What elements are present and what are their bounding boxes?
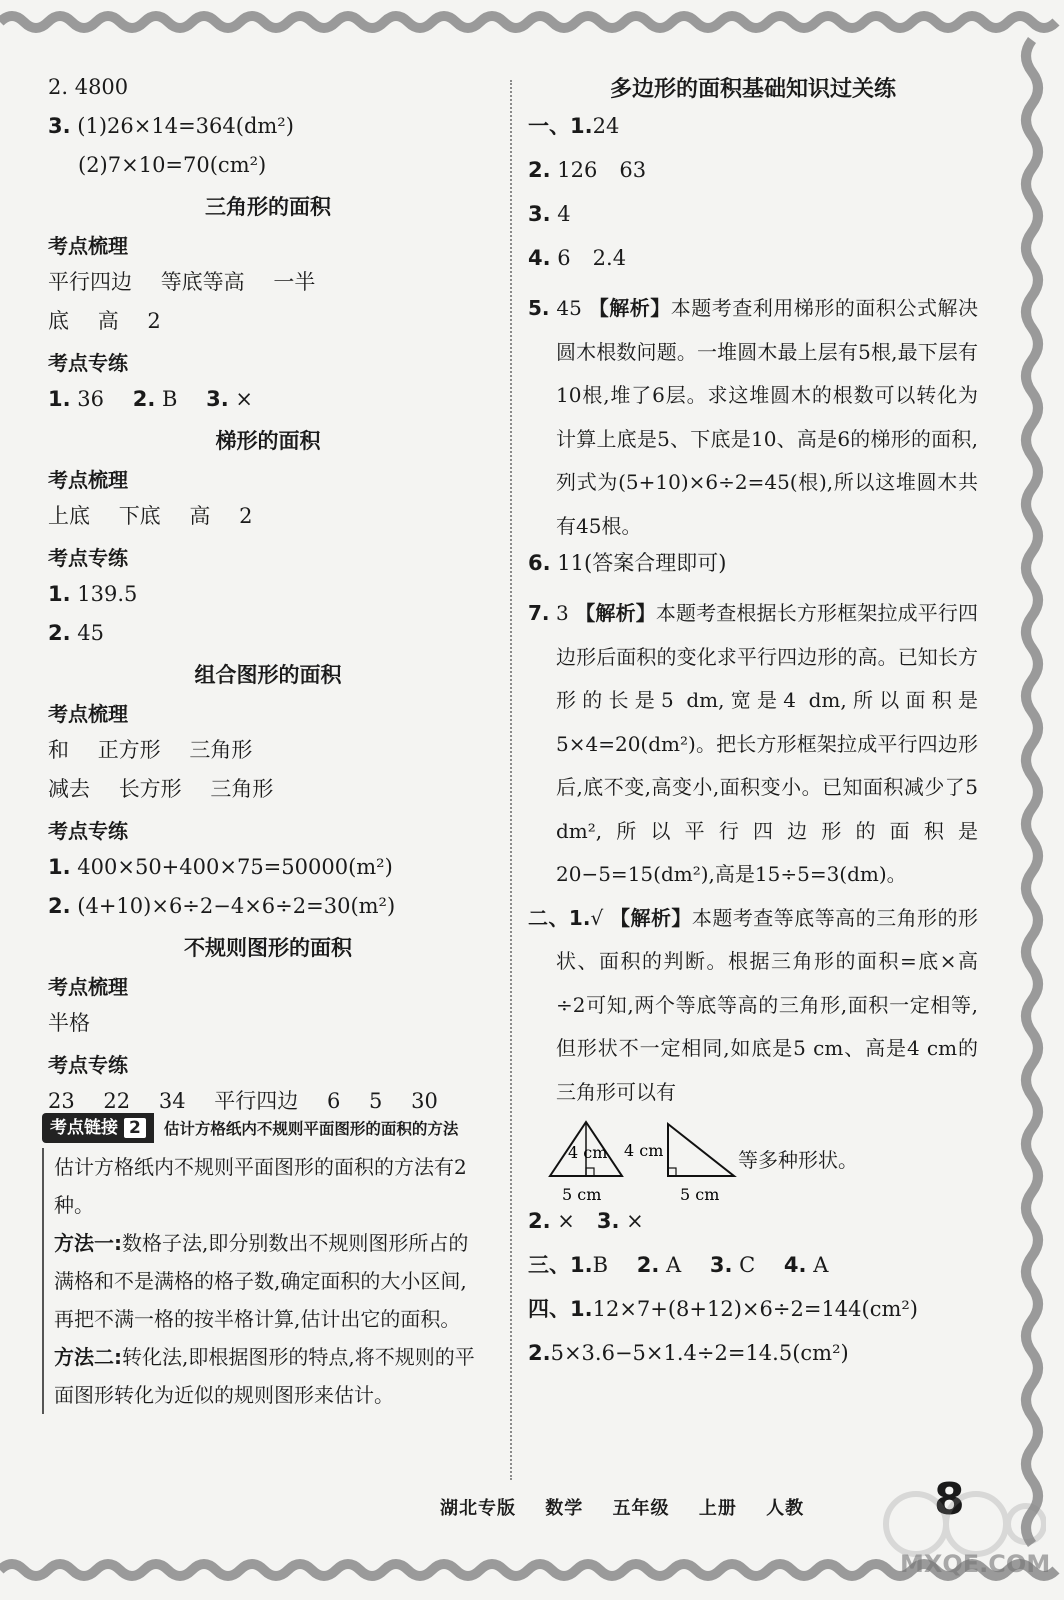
answer-line — [48, 501, 488, 540]
page-number: 8 — [934, 1474, 965, 1525]
answer-text: (4+10)×6÷2−4×6÷2=30(m²) — [77, 894, 396, 918]
answer-line — [528, 1294, 978, 1338]
fill-blank: 上底 — [48, 504, 90, 528]
question-number: 5. — [528, 296, 550, 320]
method-text: 转化法,即根据图形的特点,将不规则的平面图形转化为近似的规则图形来估计。 — [54, 1345, 475, 1407]
answer-line — [528, 111, 978, 155]
page-footer — [440, 1494, 826, 1520]
question-number: 7. — [528, 601, 550, 625]
question-number: 3. — [596, 1209, 620, 1233]
answer-text: × — [235, 387, 253, 411]
section-heading-triangle: 三角形的面积 — [205, 195, 331, 219]
fill-blank: 6 — [326, 1089, 341, 1113]
section-heading-combined: 组合图形的面积 — [194, 663, 342, 687]
answer-line — [528, 155, 978, 199]
subheading-review: 考点梳理 — [48, 975, 128, 999]
fill-blank: 34 — [158, 1089, 186, 1113]
answer-line — [48, 735, 488, 774]
answer-text: 126 — [557, 158, 598, 182]
answer-text: × — [626, 1209, 644, 1233]
fill-blank: 等底等高 — [160, 270, 245, 294]
fill-blank: 高 — [97, 309, 119, 333]
watermark-text: MXQE.COM — [900, 1550, 1051, 1578]
fill-blank: 半格 — [48, 1011, 90, 1035]
question-number: 3. — [206, 387, 229, 411]
question-number: 2. — [528, 158, 551, 182]
right-column — [528, 72, 978, 1382]
footer-term: 上册 — [698, 1498, 737, 1519]
analysis-q5 — [528, 287, 978, 548]
fill-blank: 2 — [239, 504, 253, 528]
answer-line — [48, 1008, 488, 1047]
answer-text: 400×50+400×75=50000(m²) — [77, 855, 393, 879]
answer-line — [528, 1206, 978, 1250]
analysis-q2-1 — [528, 897, 978, 1115]
answer-line — [48, 72, 488, 111]
subheading-practice: 考点专练 — [48, 351, 128, 375]
fill-blank: 平行四边 — [48, 270, 132, 294]
knowledge-link-title: 估计方格纸内不规则平面图形的面积的方法 — [163, 1120, 459, 1138]
analysis-text: 本题考查根据长方形框架拉成平行四边形后面积的变化求平行四边形的高。已知长方形的长是5 dm,宽是4 dm,所以面积是5×4=20(dm²)。把长方形框架拉成平行四边形后,底不变,高变小,面积变小。已知面积减少了5 dm²,所以平行四边形的面积是20−5=15(dm²),高是15÷5=3(dm)。 — [556, 601, 979, 886]
left-column — [48, 72, 488, 1125]
base-label-2: 5 cm — [680, 1185, 720, 1204]
answer-line — [48, 111, 488, 150]
fill-blank: 正方形 — [97, 738, 161, 762]
answer-text: B — [161, 387, 178, 411]
question-number: 4. — [528, 246, 551, 270]
height-label-2: 4 cm — [624, 1141, 664, 1160]
base-label-1: 5 cm — [562, 1185, 602, 1204]
fill-blank: 底 — [48, 309, 69, 333]
answer-text: 24 — [592, 114, 620, 138]
fill-blank: 23 — [48, 1089, 75, 1113]
question-number: 1. — [48, 387, 71, 411]
answer-line — [528, 1250, 978, 1294]
analysis-text: 本题考查利用梯形的面积公式解决圆木根数问题。一堆圆木最上层有5根,最下层有10根,堆了6层。求这堆圆木的根数可以转化为计算上底是5、下底是10、高是6的梯形的面积,列式为(5+10)×6÷2=45(根),所以这堆圆木共有45根。 — [556, 296, 978, 538]
method-label: 方法一: — [54, 1231, 122, 1255]
question-number: 1. — [48, 855, 71, 879]
question-number: 4. — [783, 1253, 807, 1277]
fill-blank: 平行四边 — [214, 1089, 299, 1113]
answer-text: 5×3.6−5×1.4÷2=14.5(cm²) — [550, 1341, 849, 1365]
question-number: 3. — [48, 114, 71, 138]
answer-line — [528, 199, 978, 243]
fill-blank: 30 — [411, 1089, 438, 1113]
method-label: 方法二: — [54, 1345, 122, 1369]
answer-line — [528, 548, 978, 592]
answer-line — [48, 306, 488, 345]
badge-number: 2 — [124, 1118, 146, 1138]
question-number: 2. — [48, 621, 71, 645]
subheading-practice: 考点专练 — [48, 1053, 128, 1077]
analysis-tag: 【解析】 — [610, 905, 692, 930]
analysis-tag: 【解析】 — [575, 601, 656, 625]
answer-line — [48, 267, 488, 306]
method-one — [54, 1224, 482, 1338]
fill-blank: 2 — [147, 309, 161, 333]
footer-edition: 人教 — [766, 1498, 805, 1519]
answer-text: 3 — [556, 601, 569, 625]
answer-text: 45 — [556, 296, 582, 320]
answer-text: 6 — [557, 246, 571, 270]
question-number: 1. — [48, 582, 71, 606]
fill-blank: 5 — [369, 1089, 383, 1113]
answer-text: 2. 4800 — [48, 75, 129, 99]
answer-line — [48, 579, 488, 618]
analysis-text: 本题考查等底等高的三角形的形状、面积的判断。根据三角形的面积=底×高÷2可知,两个等底等高的三角形,面积一定相等,但形状不一定相同,如底是5 cm、高是4 cm的三角形可以有 — [556, 905, 978, 1104]
fill-blank: 三角形 — [210, 777, 274, 801]
method-text: 数格子法,即分别数出不规则图形所占的满格和不是满格的格子数,确定面积的大小区间,再把不满一格的按半格计算,估计出它的面积。 — [54, 1231, 469, 1331]
question-number: 2. — [636, 1253, 660, 1277]
question-number: 3. — [709, 1253, 733, 1277]
fill-blank: 减去 — [48, 777, 90, 801]
question-number: 三、1. — [528, 1253, 593, 1277]
answer-text: √ — [590, 905, 604, 930]
answer-line — [528, 243, 978, 287]
fill-blank: 下底 — [118, 504, 161, 528]
page-section-title: 多边形的面积基础知识过关练 — [609, 77, 896, 102]
badge-label: 考点链接 — [50, 1118, 118, 1138]
fill-blank: 三角形 — [189, 738, 253, 762]
question-number: 一、1. — [528, 114, 593, 138]
analysis-tag: 【解析】 — [588, 296, 671, 320]
answer-text: B — [592, 1253, 609, 1277]
fill-blank: 长方形 — [118, 777, 182, 801]
answer-text: (2)7×10=70(cm²) — [78, 153, 267, 177]
answer-text: 139.5 — [77, 582, 138, 606]
column-divider — [510, 80, 512, 1480]
footer-subject: 数学 — [545, 1498, 584, 1519]
answer-text: 45 — [77, 621, 105, 645]
fill-blank: 和 — [48, 738, 69, 762]
triangle-figures — [528, 1114, 978, 1206]
answer-text: 63 — [619, 158, 647, 182]
link-paragraph: 估计方格纸内不规则平面图形的面积的方法有2种。 — [54, 1155, 467, 1217]
figure-caption: 等多种形状。 — [738, 1148, 858, 1172]
answer-line — [528, 1338, 978, 1382]
answer-text: C — [739, 1253, 756, 1277]
question-number: 2. — [528, 1209, 551, 1233]
answer-text: 12×7+(8+12)×6÷2=144(cm²) — [592, 1297, 919, 1321]
footer-region: 湖北专版 — [440, 1498, 516, 1519]
knowledge-link-badge — [42, 1113, 154, 1143]
answer-line — [48, 891, 488, 930]
answer-text: 36 — [77, 387, 105, 411]
answer-line — [48, 618, 488, 657]
answer-text: 11(答案合理即可) — [557, 551, 727, 575]
answer-text: 2.4 — [592, 246, 627, 270]
answer-text: A — [666, 1253, 682, 1277]
top-wavy-border — [0, 0, 1064, 44]
answer-text: (1)26×14=364(dm²) — [77, 114, 294, 138]
answer-line — [48, 384, 488, 423]
subheading-practice: 考点专练 — [48, 819, 128, 843]
answer-text: 4 — [557, 202, 571, 226]
right-wavy-border — [1010, 0, 1056, 1600]
answer-text: A — [813, 1253, 829, 1277]
question-number: 2. — [48, 894, 71, 918]
knowledge-link-header — [42, 1112, 482, 1144]
question-number: 二、1. — [528, 905, 591, 930]
height-label-1: 4 cm — [568, 1143, 608, 1162]
subheading-review: 考点梳理 — [48, 468, 128, 492]
subheading-review: 考点梳理 — [48, 234, 128, 258]
answer-line — [48, 852, 488, 891]
knowledge-link-box — [42, 1112, 482, 1414]
section-heading-trapezoid: 梯形的面积 — [215, 429, 321, 453]
question-number: 2. — [528, 1341, 551, 1365]
question-number: 3. — [528, 202, 551, 226]
method-two — [54, 1338, 482, 1414]
subheading-review: 考点梳理 — [48, 702, 128, 726]
subheading-practice: 考点专练 — [48, 546, 128, 570]
section-heading-irregular: 不规则图形的面积 — [184, 936, 352, 960]
answer-text: × — [557, 1209, 575, 1233]
fill-blank: 高 — [189, 504, 211, 528]
answer-line — [48, 150, 488, 189]
answer-line — [48, 774, 488, 813]
fill-blank: 22 — [103, 1089, 131, 1113]
question-number: 2. — [132, 387, 156, 411]
analysis-q7 — [528, 592, 978, 897]
footer-grade: 五年级 — [612, 1498, 670, 1519]
knowledge-link-body — [42, 1148, 482, 1414]
question-number: 6. — [528, 551, 551, 575]
fill-blank: 一半 — [273, 270, 316, 294]
question-number: 四、1. — [528, 1297, 593, 1321]
